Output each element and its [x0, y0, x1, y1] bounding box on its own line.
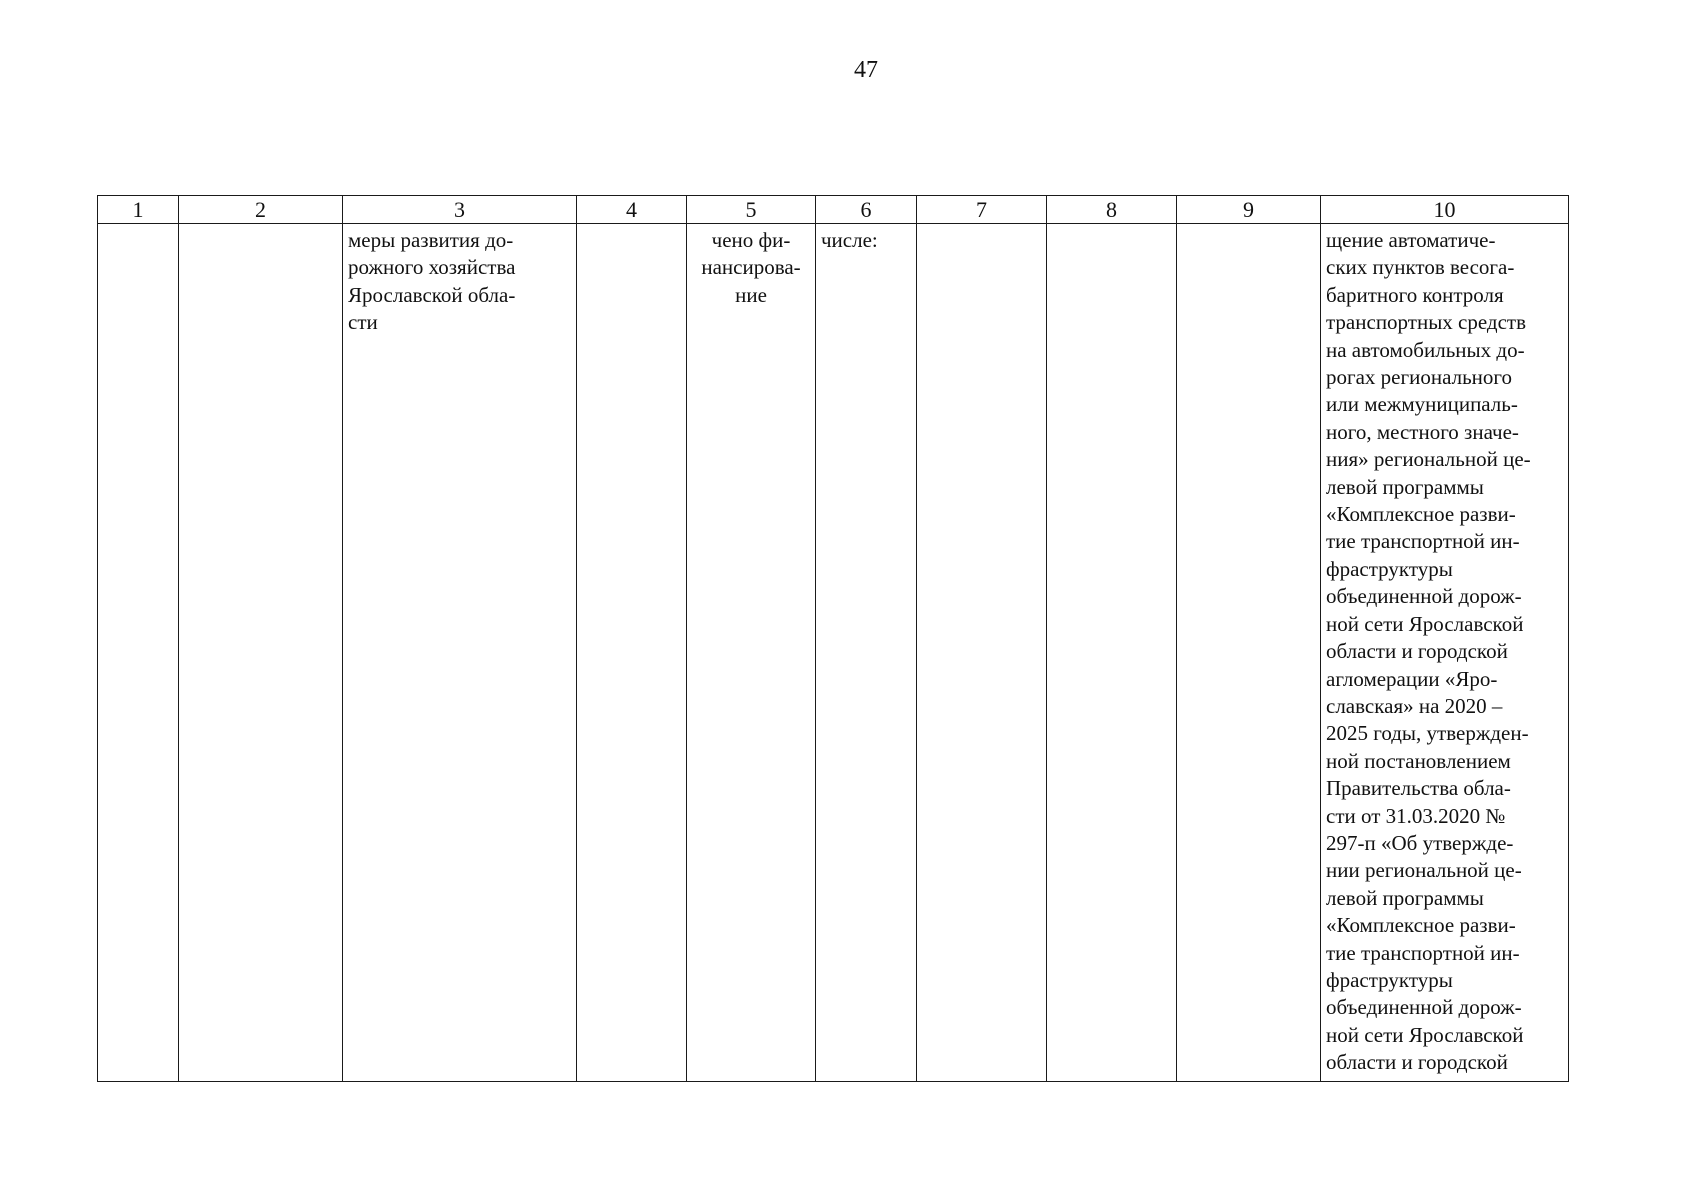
column-header-5: 5 — [687, 196, 816, 224]
cell-text-line: ной сети Ярославской — [1326, 1022, 1524, 1047]
cell-text-line: ских пунктов весога- — [1326, 255, 1515, 280]
cell-text-line: 297-п «Об утвержде- — [1326, 830, 1514, 855]
cell-text-line: славская» на 2020 – — [1326, 693, 1503, 718]
cell-col-6 — [816, 224, 917, 1082]
cell-text-line: объединенной дорож- — [1326, 584, 1522, 609]
cell-text-line: ние — [735, 282, 767, 307]
cell-text-line: агломерации «Яро- — [1326, 666, 1498, 691]
cell-col-2 — [179, 224, 343, 1082]
cell-text-line: Ярославской обла- — [348, 282, 516, 307]
cell-text-line: транспортных средств — [1326, 310, 1527, 335]
cell-col-5 — [687, 224, 816, 1082]
column-header-3: 3 — [343, 196, 577, 224]
cell-text-line: меры развития до- — [348, 228, 514, 252]
column-header-8: 8 — [1047, 196, 1177, 224]
cell-text-line: левой программы — [1326, 885, 1484, 910]
cell-text-line: левой программы — [1326, 474, 1484, 499]
cell-text-line: тие транспортной ин- — [1326, 940, 1520, 965]
cell-text-line: баритного контроля — [1326, 282, 1504, 307]
cell-col-3 — [343, 224, 577, 1082]
cell-text-line: области и городской — [1326, 1050, 1508, 1075]
column-header-6: 6 — [816, 196, 917, 224]
cell-text-line: сти — [348, 310, 378, 335]
document-table — [97, 195, 1569, 1082]
cell-col-1 — [98, 224, 179, 1082]
header-row — [98, 196, 1569, 224]
cell-col-10 — [1321, 224, 1569, 1082]
cell-text-line: числе: — [821, 228, 878, 252]
column-header-9: 9 — [1177, 196, 1321, 224]
cell-col-9 — [1177, 224, 1321, 1082]
page-number: 47 — [854, 57, 878, 83]
column-header-4: 4 — [577, 196, 687, 224]
cell-text-line: ной постановлением — [1326, 748, 1511, 773]
column-header-10: 10 — [1321, 196, 1569, 224]
cell-col-8 — [1047, 224, 1177, 1082]
cell-text-line: на автомобильных до- — [1326, 337, 1525, 362]
cell-text-line: рогах регионального — [1326, 365, 1512, 390]
cell-text-line: сти от 31.03.2020 № — [1326, 803, 1506, 828]
cell-text-line: ной сети Ярославской — [1326, 611, 1524, 636]
cell-text-line: Правительства обла- — [1326, 776, 1511, 801]
cell-text-line: чено фи- — [711, 228, 791, 252]
cell-col-4 — [577, 224, 687, 1082]
cell-text-line: рожного хозяйства — [348, 255, 516, 280]
cell-col-7 — [917, 224, 1047, 1082]
column-header-2: 2 — [179, 196, 343, 224]
cell-text-line: 2025 годы, утвержден- — [1326, 721, 1529, 746]
cell-text-line: фраструктуры — [1326, 556, 1453, 581]
cell-text-line: фраструктуры — [1326, 967, 1453, 992]
cell-text-line: ния» региональной це- — [1326, 447, 1531, 472]
cell-text-line: объединенной дорож- — [1326, 995, 1522, 1020]
column-header-7: 7 — [917, 196, 1047, 224]
column-header-1: 1 — [98, 196, 179, 224]
cell-text-line: нансирова- — [701, 255, 801, 280]
cell-text-line: или межмуниципаль- — [1326, 392, 1518, 417]
cell-text-line: «Комплексное разви- — [1326, 502, 1516, 527]
table-row — [98, 224, 1569, 1082]
cell-text-line: щение автоматиче- — [1326, 228, 1496, 252]
cell-text-line: ного, местного значе- — [1326, 419, 1519, 444]
cell-text-line: «Комплексное разви- — [1326, 913, 1516, 938]
cell-text-line: нии региональной це- — [1326, 858, 1522, 883]
cell-text-line: области и городской — [1326, 639, 1508, 664]
cell-text-line: тие транспортной ин- — [1326, 529, 1520, 554]
